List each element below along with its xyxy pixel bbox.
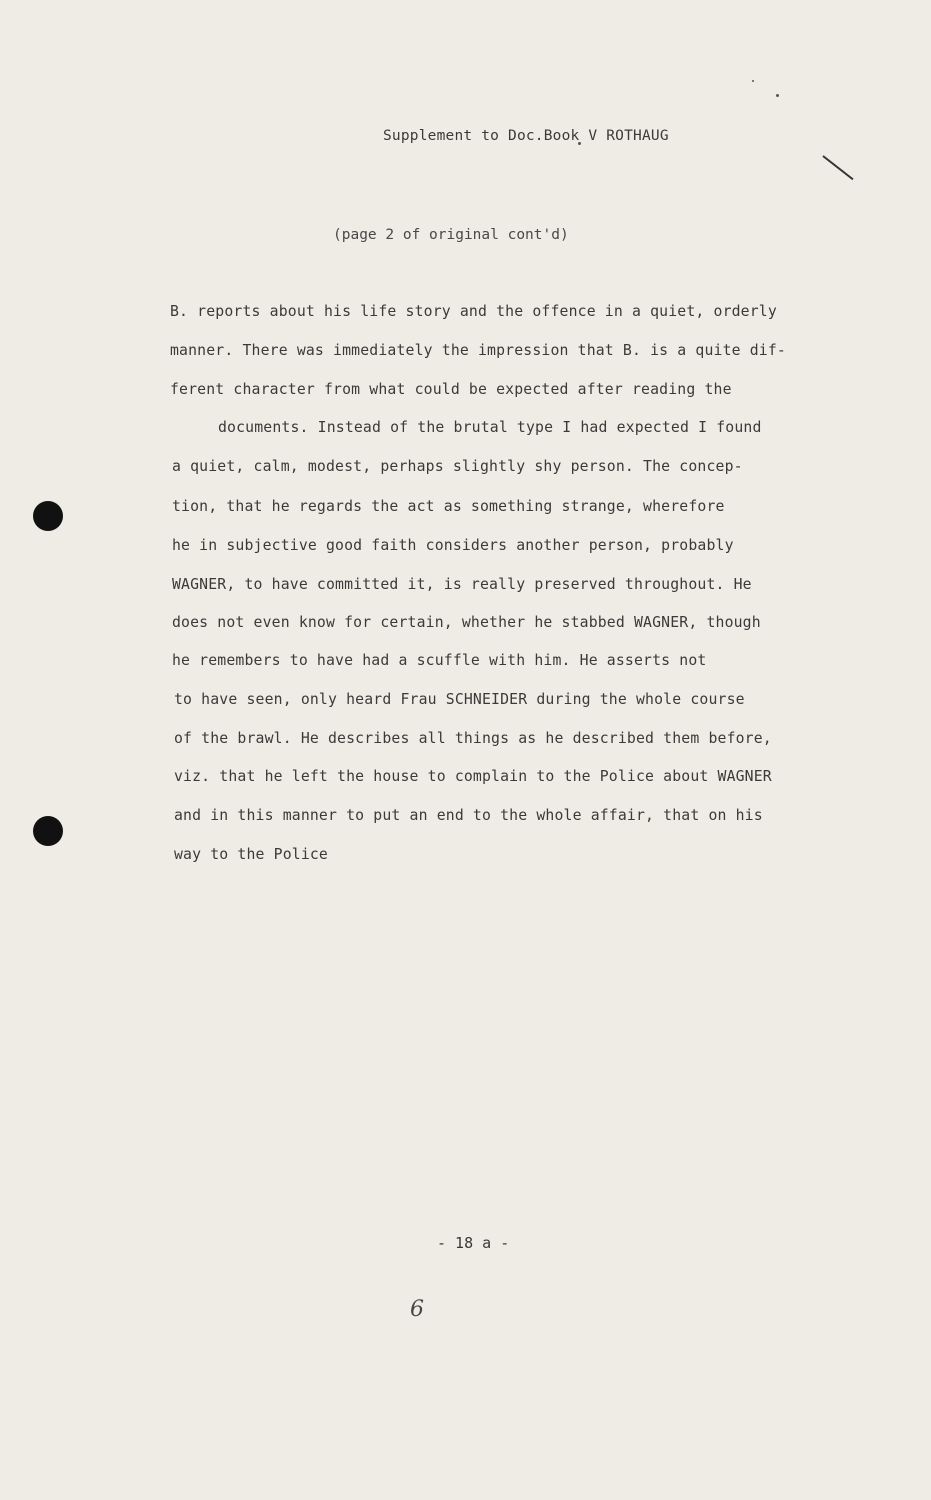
- body-line: viz. that he left the house to complain to the Police about WAGNER: [174, 768, 772, 785]
- body-line: ferent character from what could be expected after reading the: [170, 381, 732, 398]
- body-line: a quiet, calm, modest, perhaps slightly shy person. The concep-: [172, 458, 743, 475]
- speck-mark: [776, 94, 779, 97]
- speck-mark: [752, 80, 754, 82]
- body-line: documents. Instead of the brutal type I had expected I found: [218, 419, 762, 436]
- body-line: to have seen, only heard Frau SCHNEIDER during the whole course: [174, 691, 745, 708]
- handwritten-mark: 6: [410, 1297, 424, 1322]
- body-line: of the brawl. He describes all things as he described them before,: [174, 730, 772, 747]
- pen-stroke-mark: [822, 155, 853, 180]
- body-line: does not even know for certain, whether he stabbed WAGNER, though: [172, 614, 761, 631]
- document-subheader: (page 2 of original cont'd): [333, 227, 569, 243]
- punch-hole-top: [33, 501, 63, 531]
- body-line: tion, that he regards the act as something strange, wherefore: [172, 498, 725, 515]
- body-line: he in subjective good faith considers another person, probably: [172, 537, 734, 554]
- body-line: WAGNER, to have committed it, is really preserved throughout. He: [172, 576, 752, 593]
- page-number: - 18 a -: [437, 1234, 510, 1252]
- punch-hole-bottom: [33, 816, 63, 846]
- body-line: manner. There was immediately the impression that B. is a quite dif-: [170, 342, 786, 359]
- document-header: Supplement to Doc.Book V ROTHAUG: [383, 128, 669, 144]
- body-line: B. reports about his life story and the offence in a quiet, orderly: [170, 303, 777, 320]
- body-line: he remembers to have had a scuffle with him. He asserts not: [172, 652, 707, 669]
- body-line: way to the Police: [174, 846, 328, 863]
- body-line: and in this manner to put an end to the whole affair, that on his: [174, 807, 763, 824]
